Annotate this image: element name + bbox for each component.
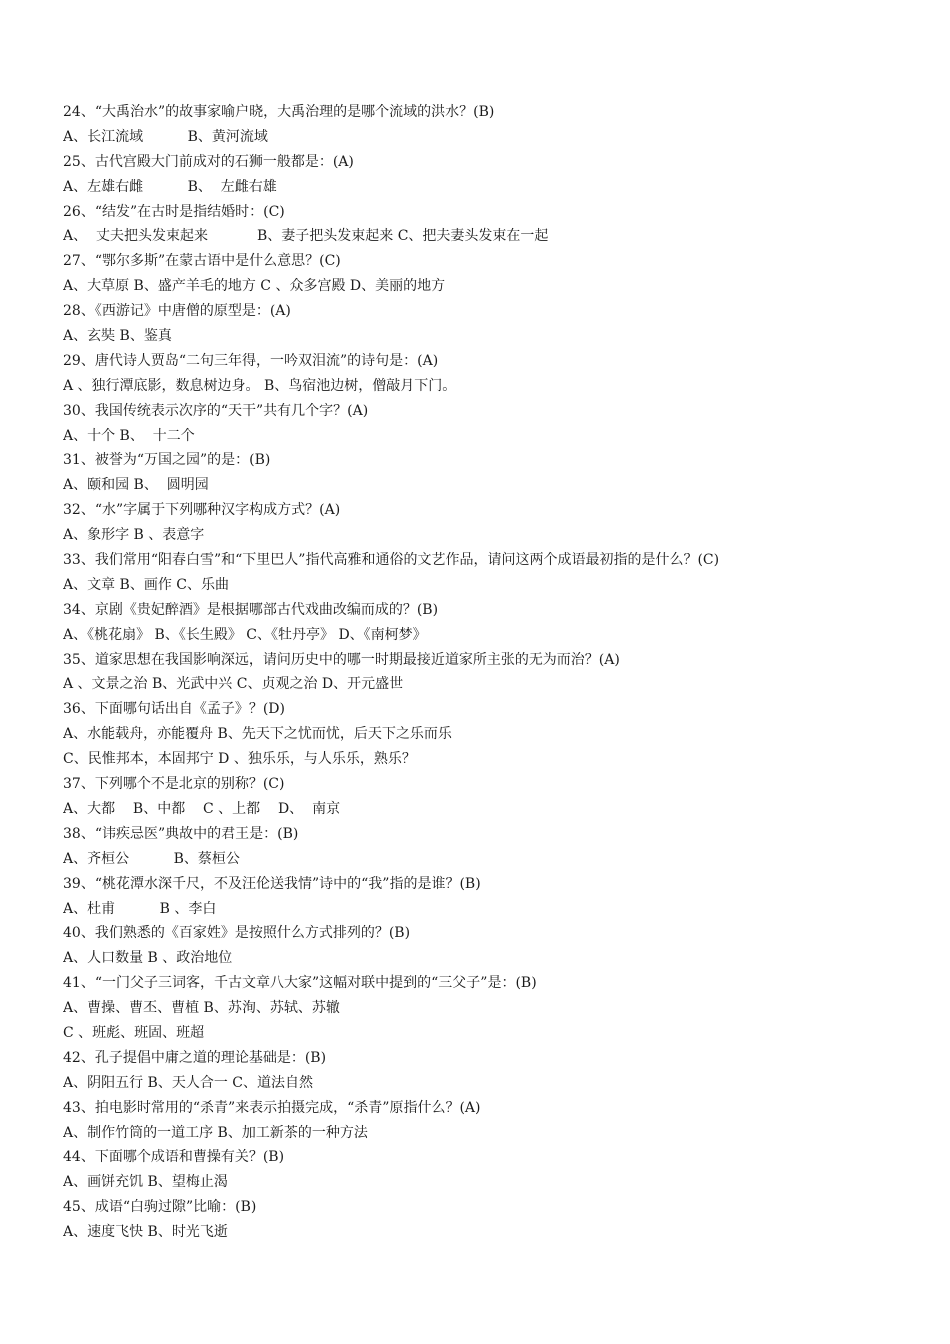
question-line: 37、下列哪个不是北京的别称？(C) — [63, 776, 285, 793]
question-line: 36、下面哪句话出自《孟子》？(D) — [63, 701, 285, 718]
question-line: 30、我国传统表示次序的“天干”共有几个字？(A) — [63, 402, 369, 419]
question-line: 40、我们熟悉的《百家姓》是按照什么方式排列的？(B) — [63, 925, 411, 942]
answer-line: A、《桃花扇》 B、《长生殿》 C、《牡丹亭》 D、《南柯梦》 — [63, 626, 427, 643]
question-line: 45、成语“白驹过隙”比喻：(B) — [63, 1199, 257, 1216]
answer-line: A、文章 B、画作 C、乐曲 — [63, 576, 230, 593]
question-line: 33、我们常用“阳春白雪”和“下里巴人”指代高雅和通俗的文艺作品，请问这两个成语最初指的是什么？(C) — [63, 552, 720, 569]
answer-line: C 、班彪、班固、班超 — [63, 1024, 205, 1041]
answer-line: A 、文景之治 B、光武中兴 C、贞观之治 D、开元盛世 — [63, 676, 404, 693]
answer-line: A、画饼充饥 B、望梅止渴 — [63, 1174, 228, 1191]
question-line: 26、“结发”在古时是指结婚时：(C) — [63, 203, 285, 220]
answer-line: A、长江流域 B、黄河流域 — [63, 128, 268, 145]
answer-line: A、十个 B、 十二个 — [63, 427, 195, 444]
question-line: 25、古代宫殿大门前成对的石狮一般都是：(A) — [63, 153, 354, 170]
question-line: 43、拍电影时常用的“杀青”来表示拍摄完成，“杀青”原指什么？(A) — [63, 1099, 481, 1116]
question-line: 27、“鄂尔多斯”在蒙古语中是什么意思？(C) — [63, 253, 341, 270]
answer-line: A、 丈夫把头发束起来 B、妻子把头发束起来 C、把夫妻头发束在一起 — [63, 228, 549, 245]
question-line: 39、“桃花潭水深千尺，不及汪伦送我情”诗中的“我”指的是谁？(B) — [63, 875, 481, 892]
question-line: 24、“大禹治水”的故事家喻户晓，大禹治理的是哪个流域的洪水？(B) — [63, 104, 495, 120]
answer-line: A、玄奘 B、鉴真 — [63, 328, 172, 345]
answer-line: A、左雄右雌 B、 左雌右雄 — [63, 178, 277, 195]
question-line: 31、被誉为“万国之园”的是：(B) — [63, 452, 271, 469]
question-line: 34、京剧《贵妃醉酒》是根据哪部古代戏曲改编而成的？(B) — [63, 601, 439, 618]
question-line: 44、下面哪个成语和曹操有关？(B) — [63, 1149, 285, 1166]
answer-line: A、制作竹筒的一道工序 B、加工新茶的一种方法 — [63, 1124, 368, 1141]
question-line: 38、“讳疾忌医”典故中的君王是：(B) — [63, 825, 299, 842]
document-page — [63, 100, 923, 1245]
answer-line: C、民惟邦本，本固邦宁 D 、独乐乐，与人乐乐，熟乐？ — [63, 751, 416, 768]
question-line: 42、孔子提倡中庸之道的理论基础是：(B) — [63, 1049, 327, 1066]
question-line: 41、“一门父子三词客，千古文章八大家”这幅对联中提到的“三父子”是：(B) — [63, 975, 537, 992]
answer-line: A、人口数量 B 、政治地位 — [63, 950, 233, 967]
question-line: 28、《西游记》中唐僧的原型是：(A) — [63, 303, 291, 320]
answer-line: A、速度飞快 B、时光飞逝 — [63, 1224, 228, 1241]
answer-line: A、齐桓公 B、蔡桓公 — [63, 850, 240, 867]
answer-line: A、杜甫 B 、李白 — [63, 900, 217, 917]
answer-line: A、颐和园 B、 圆明园 — [63, 477, 209, 494]
question-line: 29、唐代诗人贾岛“二句三年得，一吟双泪流”的诗句是：(A) — [63, 352, 439, 369]
answer-line: A、水能载舟，亦能覆舟 B、先天下之忧而忧，后天下之乐而乐 — [63, 726, 452, 743]
question-line: 32、“水”字属于下列哪种汉字构成方式？(A) — [63, 502, 341, 519]
answer-line: A、大都 B、中都 C 、上都 D、 南京 — [63, 800, 341, 817]
answer-line: A、阴阳五行 B、天人合一 C、道法自然 — [63, 1074, 314, 1091]
answer-line: A 、独行潭底影，数息树边身。 B、鸟宿池边树，僧敲月下门。 — [63, 377, 457, 394]
answer-line: A、曹操、曹丕、曹植 B、苏洵、苏轼、苏辙 — [63, 1000, 340, 1017]
answer-line: A、象形字 B 、表意字 — [63, 527, 205, 544]
question-line: 35、道家思想在我国影响深远，请问历史中的哪一时期最接近道家所主张的无为而治？(A) — [63, 651, 620, 668]
answer-line: A、大草原 B、盛产羊毛的地方 C 、众多宫殿 D、美丽的地方 — [63, 278, 446, 295]
